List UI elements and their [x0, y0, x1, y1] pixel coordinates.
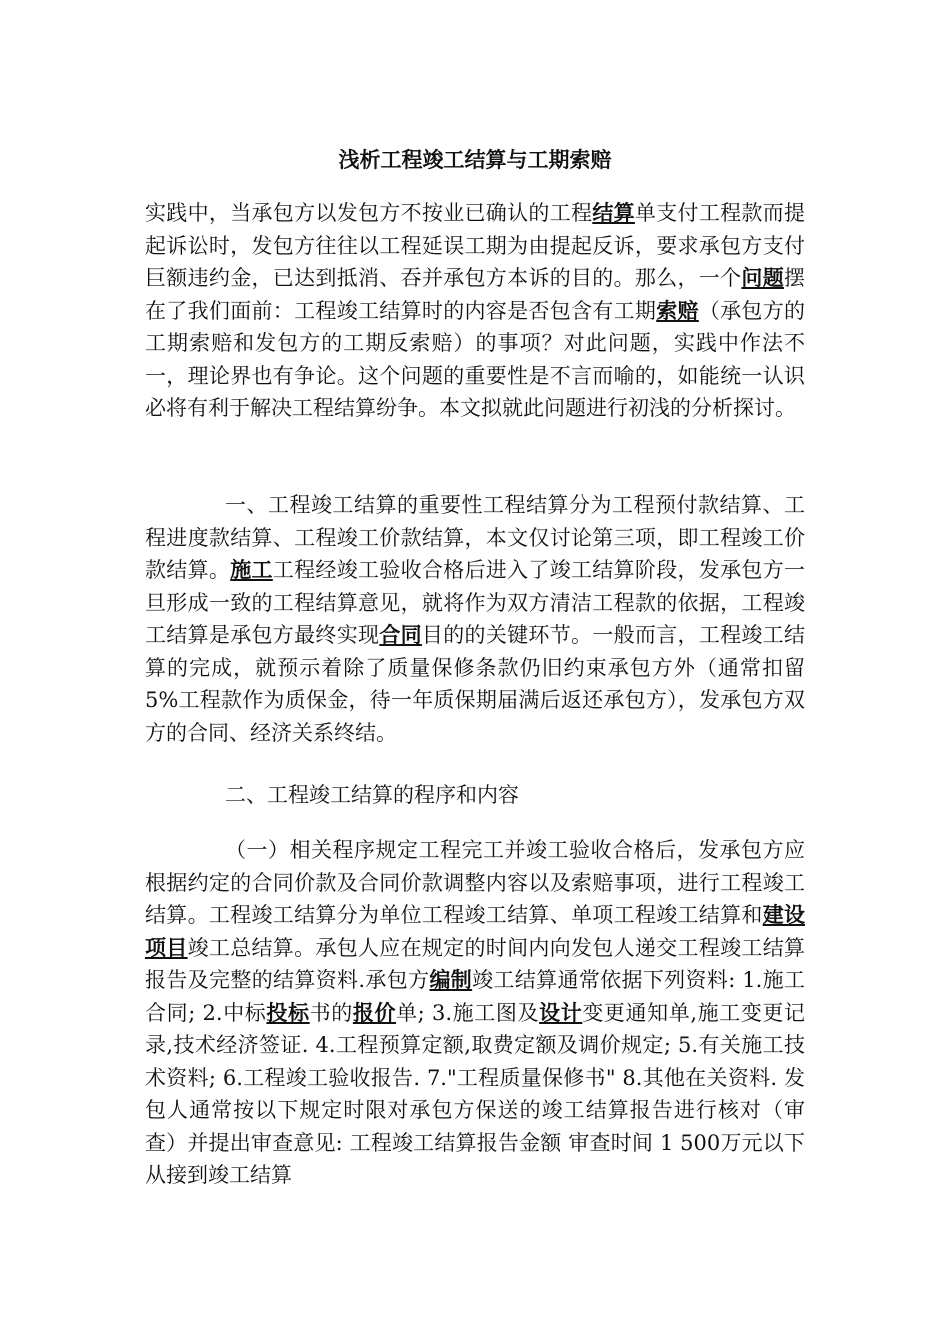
- paragraph-intro: [145, 197, 805, 425]
- section-heading-2: 二、工程竣工结算的程序和内容: [225, 783, 519, 807]
- keyword-link-hetong[interactable]: 合同: [379, 623, 422, 647]
- paragraph-section-1: [145, 489, 805, 749]
- text-run: 工程经竣工验收合格后进入了竣工结算阶段，发承包方一旦形成一致的工程结算意见，就将作为双方清洁工程款的依据，工程竣工结算是承包方最终实现: [145, 558, 806, 647]
- text-run: 单支付工程款而提起诉讼时，发包方往往以工程延误工期为由提起反诉，要求承包方支付巨额违约金，已达到抵消、吞并承包方本诉的目的。那么，一个: [145, 201, 806, 290]
- keyword-link-sheji[interactable]: 设计: [539, 1000, 583, 1025]
- text-run: 一、工程竣工结算的重要性工程结算分为工程预付款结算、工程进度款结算、工程竣工价款结算，本文仅讨论第三项，即工程竣工价款结算。: [145, 493, 805, 582]
- text-run: 实践中，当承包方以发包方不按业已确认的工程: [145, 201, 593, 225]
- paragraph-section-2-1: [145, 834, 805, 1192]
- keyword-link-suopei[interactable]: 索赔: [656, 298, 699, 323]
- text-run: 书的: [309, 1000, 353, 1025]
- keyword-link-bianzhi[interactable]: 编制: [429, 968, 473, 992]
- text-run: 目的的关键环节。一般而言，工程竣工结算的完成，就预示着除了质量保修条款仍旧约束承包方外（通常扣留5%工程款作为质保金，待一年质保期届满后返还承包方），发承包方双方的合同、经济关系终结。: [145, 623, 806, 745]
- document-title: 浅析工程竣工结算与工期索赔: [338, 148, 612, 172]
- keyword-link-toubiao[interactable]: 投标: [266, 1000, 310, 1025]
- keyword-link-baojia[interactable]: 报价: [352, 1000, 397, 1025]
- keyword-link-jiesuan[interactable]: 结算: [592, 201, 635, 225]
- text-run: （一）相关程序规定工程完工并竣工验收合格后，发承包方应根据约定的合同价款及合同价款调整内容以及索赔事项，进行工程竣工结算。工程竣工结算分为单位工程竣工结算、单项工程竣工结算和: [145, 838, 805, 927]
- keyword-link-wenti[interactable]: 问题: [741, 266, 785, 290]
- text-run: 竣工结算通常依据下列资料: 1.施工合同; 2.中标: [145, 968, 805, 1025]
- keyword-link-jianshe-xiangmu[interactable]: 建设项目: [145, 903, 806, 960]
- keyword-link-shigong[interactable]: 施工: [230, 558, 273, 582]
- text-run: 竣工总结算。承包人应在规定的时间内向发包人递交工程竣工结算报告及完整的结算资料.承包方: [145, 935, 806, 992]
- text-run: 变更通知单,施工变更记录,技术经济签证. 4.工程预算定额,取费定额及调价规定; 5.有关施工技术资料; 6.工程竣工验收报告. 7."工程质量保修书" 8.其他在关资料. 发包人通常按以下规定时限对承包方保送的竣工结算报告进行核对（审查）并提出审查意见: 工程竣工结算报告金额 审查时间 1 500万元以下 从接到竣工结算: [145, 1000, 806, 1187]
- text-run: 摆在了我们面前：工程竣工结算时的内容是否包含有工期: [145, 266, 806, 323]
- text-run: 单; 3.施工图及: [396, 1000, 540, 1025]
- text-run: （承包方的工期索赔和发包方的工期反索赔）的事项？对此问题，实践中作法不一，理论界也有争论。这个问题的重要性是不言而喻的，如能统一认识必将有利于解决工程结算纷争。本文拟就此问题进行初浅的分析探讨。: [145, 298, 806, 420]
